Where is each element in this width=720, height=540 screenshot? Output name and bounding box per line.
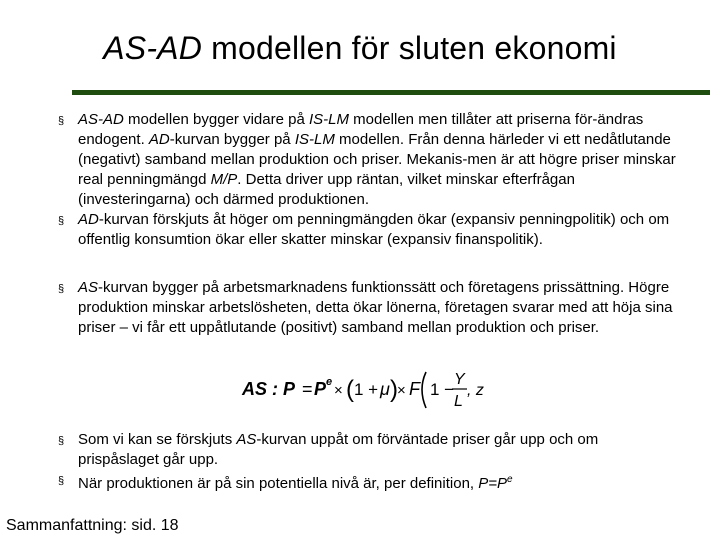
bullet-text-run: AS-AD (78, 111, 124, 128)
bullet-text-run: IS-LM (308, 111, 349, 128)
eq-pe-sup: e (326, 376, 333, 388)
eq-lhs: AS : P (242, 379, 296, 399)
eq-one-minus: 1 − (430, 380, 455, 399)
eq-mu: μ (380, 379, 390, 399)
title-divider (72, 90, 710, 95)
bullet-item (58, 278, 678, 338)
bullet-text (78, 110, 678, 210)
bullet-text-run: modellen bygger vidare på (123, 111, 309, 128)
eq-one-plus: 1 + (354, 380, 379, 399)
bullet-text-run: M/P (210, 171, 238, 188)
footer-reference: Sammanfattning: sid. 18 (6, 517, 179, 534)
eq-times: × (334, 382, 343, 399)
eq-z: , z (467, 382, 484, 399)
bullet-text-run: AD (148, 131, 170, 148)
bullet-text-run: P=P (478, 475, 508, 492)
bullet-text (78, 210, 678, 250)
bullet-text-run: AS (78, 279, 99, 296)
bullet-text-run: Som vi kan se förskjuts (78, 431, 237, 448)
bullet-marker-icon: § (58, 115, 65, 127)
bullet-superscript: e (507, 474, 513, 485)
eq-big-paren-open (422, 372, 426, 408)
bullet-marker-icon: § (58, 215, 65, 227)
bullet-item (58, 430, 678, 470)
bullet-item (58, 210, 678, 250)
bullet-marker-icon: § (58, 475, 65, 487)
eq-pe: P (314, 379, 327, 399)
bullet-text (78, 470, 678, 494)
bullet-text-run: modellen men tillåter att priserna för-ändras endogent. (78, 111, 644, 148)
bullet-item (58, 470, 678, 494)
eq-times-2: × (397, 382, 406, 399)
slide-title-italic: AS-AD (103, 30, 203, 66)
bullet-text-run: -kurvan bygger på arbetsmarknadens funktionssätt och företagens prissättning. Högre produktion minskar arbetslösheten, detta ökar lönerna, företagen svarar med att höja sina priser – vi får ett uppåtlutande (positivt) samband mellan produktion och priser. (78, 279, 673, 336)
as-equation (242, 364, 482, 414)
bullet-text-run: IS-LM (294, 131, 335, 148)
bullet-text-run: -kurvan uppåt om förväntade priser går upp och om prispåslaget går upp. (78, 431, 599, 468)
eq-equals: = (302, 379, 313, 399)
slide-title (0, 28, 720, 68)
eq-paren-close: ) (390, 376, 398, 403)
eq-y: Y (454, 371, 465, 388)
eq-l: L (454, 393, 463, 410)
bullet-text-run: AD (78, 211, 99, 228)
slide-title-rest: modellen för sluten ekonomi (202, 30, 617, 66)
bullet-text-run: -kurvan förskjuts åt höger om penningmängden ökar (expansiv penningpolitik) och om offentlig konsumtion ökar eller skatter minskar (expansiv finanspolitik). (78, 211, 670, 248)
bullet-text (78, 430, 678, 470)
eq-f: F (409, 379, 420, 399)
bullet-marker-icon: § (58, 283, 65, 295)
bullet-text-run: . Detta driver upp räntan, vilket minskar efterfrågan (investeringarna) och därmed produktionen. (78, 171, 575, 208)
bullet-marker-icon: § (58, 435, 65, 447)
bullet-text (78, 278, 678, 338)
bullet-item (58, 110, 678, 210)
bullet-text-run: modellen. Från denna härleder vi ett nedåtlutande (negativt) samband mellan produktion och priser. Mekanis-men är att högre priser minskar real penningmängd (78, 131, 676, 188)
bullet-text-run: -kurvan bygger på (169, 131, 295, 148)
bullet-text-run: När produktionen är på sin potentiella nivå är, per definition, (78, 475, 479, 492)
eq-paren-open: ( (346, 376, 354, 403)
bullet-text-run: AS (236, 431, 257, 448)
